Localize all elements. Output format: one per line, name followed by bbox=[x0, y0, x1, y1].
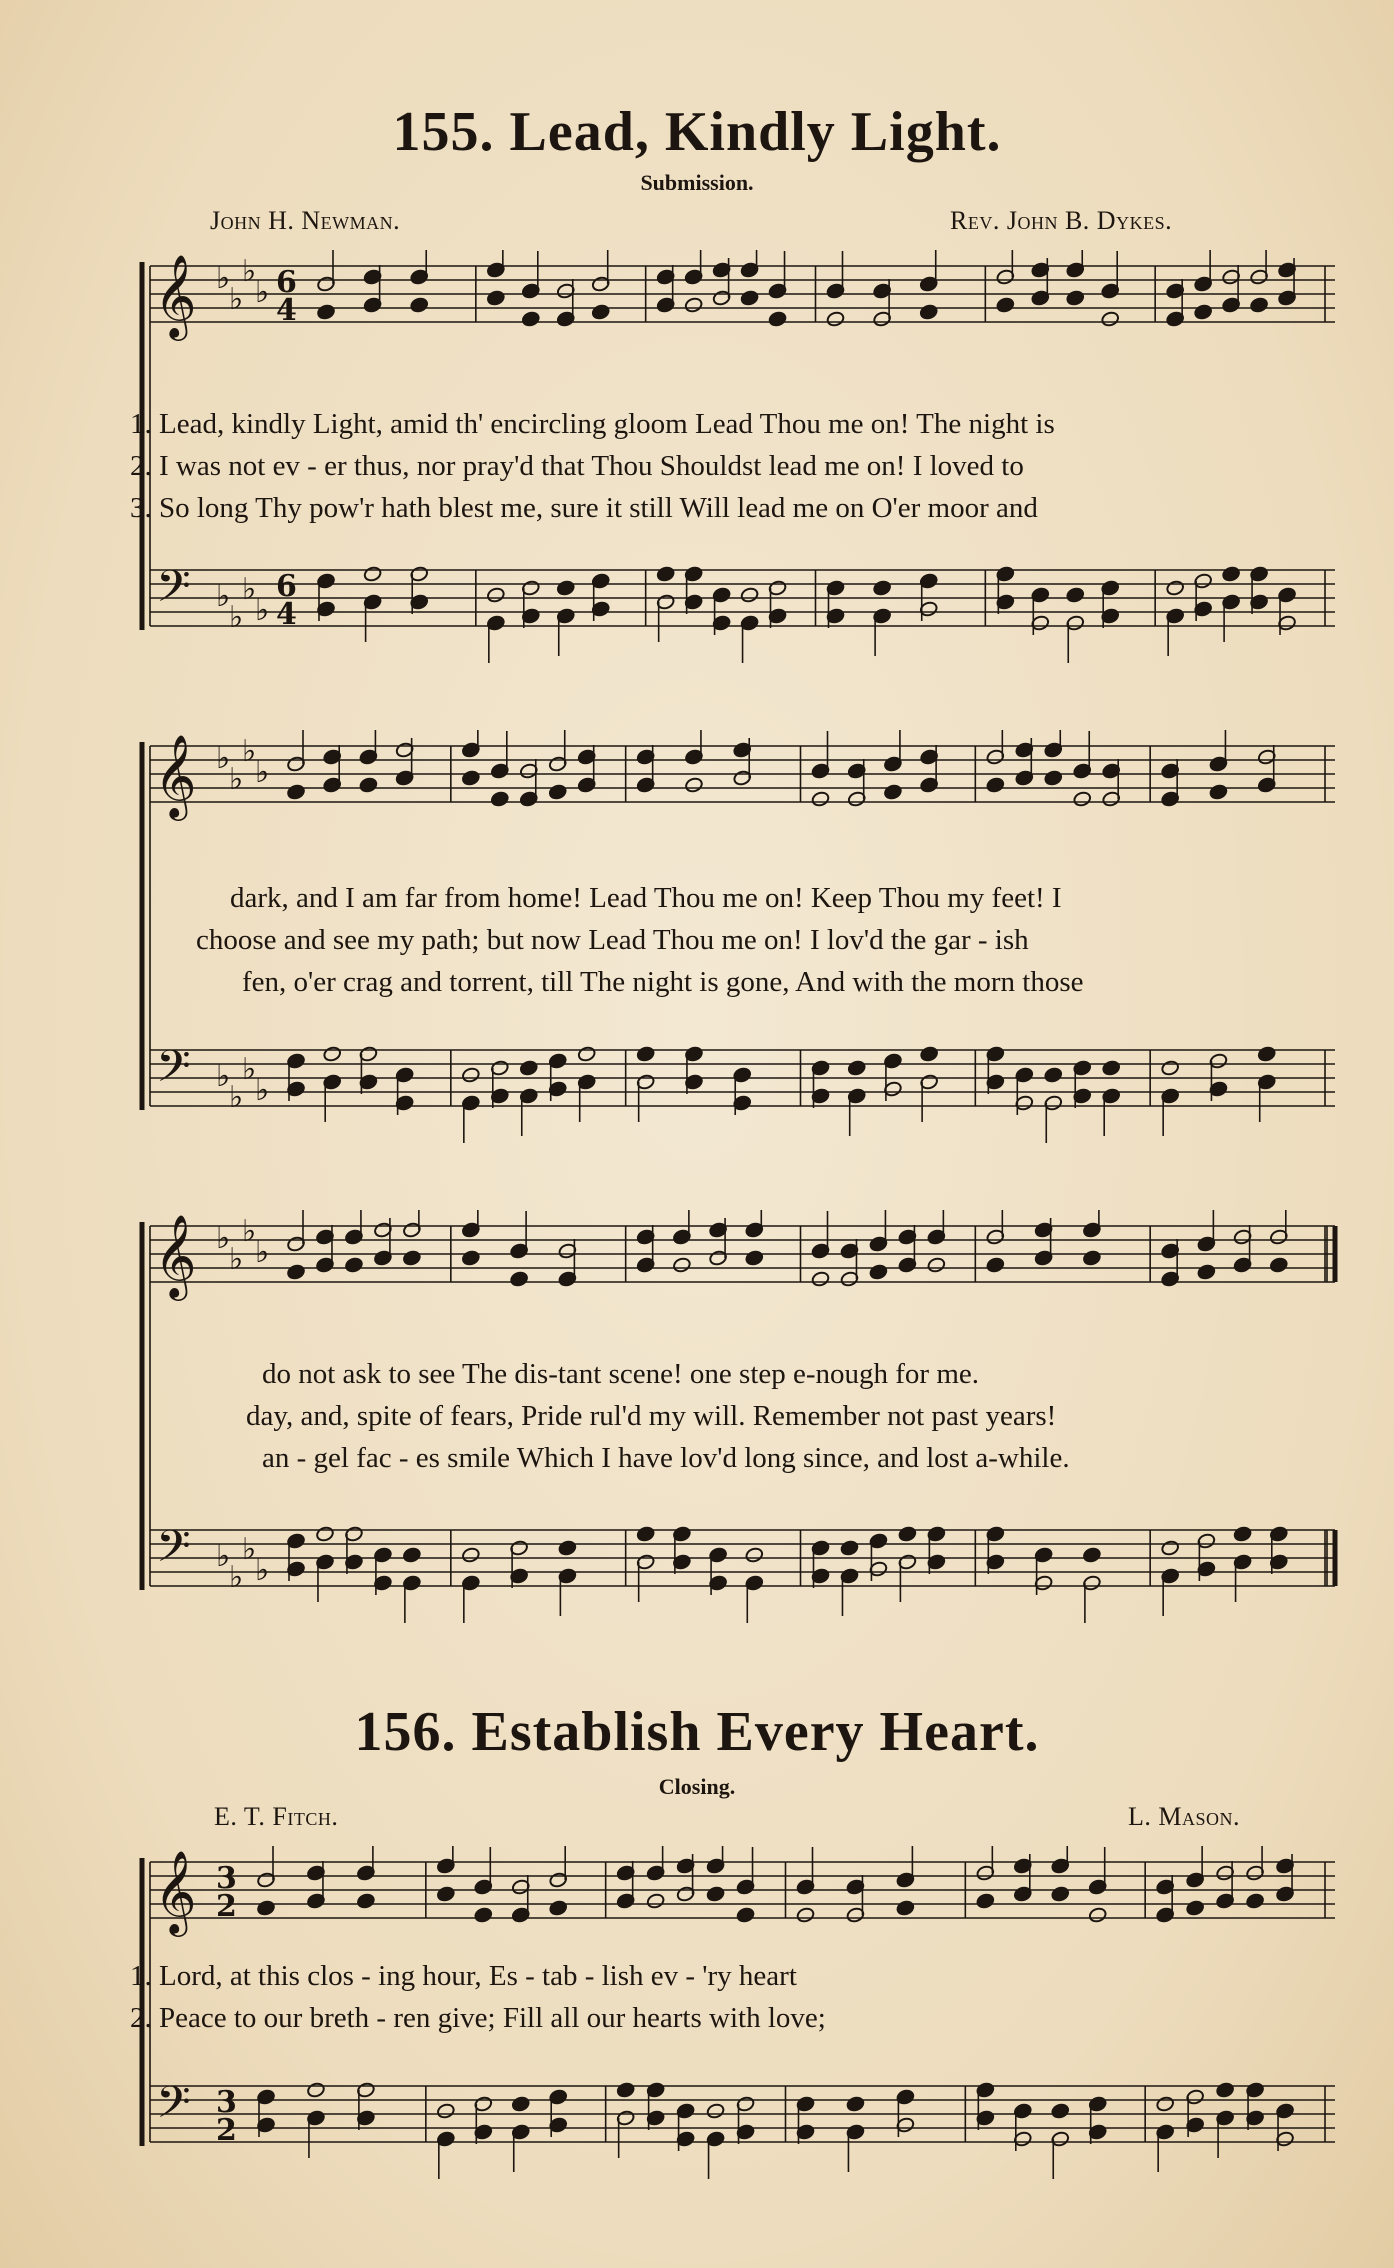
flat-icon: ♭ bbox=[255, 1553, 270, 1588]
hymn-155-lyricist: John H. Newman. bbox=[210, 206, 401, 235]
flat-icon: ♭ bbox=[255, 593, 270, 628]
note-head bbox=[286, 784, 305, 801]
note-head bbox=[811, 791, 830, 808]
note-head bbox=[927, 1257, 946, 1274]
hymn-155-title: 155. Lead, Kindly Light. bbox=[392, 101, 1002, 163]
lyric-verse-1: 1. Lead, kindly Light, amid th' encircling gloom Lead Thou me on! The night is bbox=[130, 408, 1055, 440]
note-head bbox=[1245, 1893, 1264, 1910]
time-signature: 2 bbox=[216, 2113, 237, 2148]
note-head bbox=[740, 290, 759, 307]
note-head bbox=[402, 1547, 421, 1564]
flat-icon: ♭ bbox=[229, 600, 244, 635]
note-head bbox=[1257, 1046, 1276, 1063]
time-signature: 4 bbox=[276, 293, 297, 328]
note-head bbox=[1233, 1526, 1252, 1543]
flat-icon: ♭ bbox=[216, 1221, 231, 1256]
note-head bbox=[684, 297, 703, 314]
note-head bbox=[1082, 1250, 1101, 1267]
flat-icon: ♭ bbox=[242, 254, 257, 289]
note-head bbox=[736, 1907, 755, 1924]
note-head bbox=[869, 1264, 888, 1281]
note-head bbox=[1051, 2103, 1070, 2120]
flat-icon: ♭ bbox=[229, 762, 244, 797]
note-head bbox=[474, 1907, 493, 1924]
note-head bbox=[672, 1257, 691, 1274]
note-head bbox=[315, 1526, 334, 1543]
note-head bbox=[558, 1540, 577, 1557]
treble-clef-icon: 𝄞 bbox=[154, 733, 197, 817]
time-signature: 6 bbox=[276, 265, 297, 300]
note-head bbox=[873, 580, 892, 597]
lyric-verse-1: do not ask to see The dis-tant scene! one step e-nough for me. bbox=[262, 1358, 980, 1390]
flat-icon: ♭ bbox=[255, 275, 270, 310]
note-head bbox=[577, 1046, 596, 1063]
flat-icon: ♭ bbox=[229, 282, 244, 317]
lyric-verse-3: fen, o'er crag and torrent, till The night is gone, And with the morn those bbox=[242, 966, 1084, 998]
note-head bbox=[286, 1264, 305, 1281]
treble-clef-icon: 𝄞 bbox=[154, 1213, 197, 1297]
note-head bbox=[1044, 1067, 1063, 1084]
note-head bbox=[402, 1250, 421, 1267]
note-head bbox=[548, 784, 567, 801]
note-head bbox=[986, 777, 1005, 794]
note-head bbox=[306, 2082, 325, 2099]
lyric-verse-2: day, and, spite of fears, Pride rul'd my will. Remember not past years! bbox=[246, 1400, 1057, 1432]
note-head bbox=[1216, 2082, 1235, 2099]
flat-icon: ♭ bbox=[216, 1059, 231, 1094]
note-head bbox=[436, 1886, 455, 1903]
flat-icon: ♭ bbox=[216, 1539, 231, 1574]
flat-icon: ♭ bbox=[229, 1242, 244, 1277]
flat-icon: ♭ bbox=[242, 734, 257, 769]
hymn-155-subtitle: Submission. bbox=[640, 170, 754, 195]
note-head bbox=[976, 1893, 995, 1910]
lyric-verse-1: dark, and I am far from home! Lead Thou me on! Keep Thou my feet! I bbox=[230, 882, 1062, 914]
note-head bbox=[898, 1526, 917, 1543]
note-head bbox=[847, 1060, 866, 1077]
note-head bbox=[511, 2096, 530, 2113]
lyric-verse-3: 3. So long Thy pow'r hath blest me, sure it still Will lead me on O'er moor and bbox=[130, 492, 1038, 524]
note-head bbox=[359, 777, 378, 794]
note-head bbox=[549, 1900, 568, 1917]
hymn-156-system-1 bbox=[130, 1846, 1350, 2186]
note-head bbox=[1186, 1900, 1205, 1917]
bass-clef-icon: 𝄢 bbox=[156, 1040, 191, 1103]
lyric-verse-1: 1. Lord, at this clos - ing hour, Es - tab - lish ev - 'ry heart bbox=[130, 1960, 797, 1992]
note-head bbox=[1101, 311, 1120, 328]
time-signature: 4 bbox=[276, 597, 297, 632]
note-head bbox=[1197, 1264, 1216, 1281]
time-signature: 2 bbox=[216, 1889, 237, 1924]
note-head bbox=[646, 1893, 665, 1910]
note-head bbox=[1156, 2096, 1175, 2113]
hymn-155-system-2 bbox=[130, 730, 1350, 1150]
note-head bbox=[706, 2103, 725, 2120]
flat-icon: ♭ bbox=[229, 1560, 244, 1595]
note-head bbox=[986, 1257, 1005, 1274]
note-head bbox=[1161, 1060, 1180, 1077]
note-head bbox=[811, 1271, 830, 1288]
note-head bbox=[461, 1067, 480, 1084]
note-head bbox=[1269, 1257, 1288, 1274]
note-head bbox=[1073, 791, 1092, 808]
time-signature: 6 bbox=[276, 569, 297, 604]
note-head bbox=[636, 1526, 655, 1543]
treble-clef-icon: 𝄞 bbox=[154, 1849, 197, 1933]
note-head bbox=[1082, 1547, 1101, 1564]
flat-icon: ♭ bbox=[216, 261, 231, 296]
note-head bbox=[1161, 1540, 1180, 1557]
note-head bbox=[896, 1900, 915, 1917]
note-head bbox=[410, 297, 429, 314]
bass-clef-icon: 𝄢 bbox=[156, 560, 191, 623]
note-head bbox=[521, 311, 540, 328]
note-head bbox=[768, 311, 787, 328]
bass-clef-icon: 𝄢 bbox=[156, 2076, 191, 2139]
hymn-156-title: 156. Establish Every Heart. bbox=[354, 1701, 1040, 1763]
note-head bbox=[556, 580, 575, 597]
flat-icon: ♭ bbox=[255, 1073, 270, 1108]
note-head bbox=[919, 304, 938, 321]
note-head bbox=[1249, 297, 1268, 314]
note-head bbox=[486, 587, 505, 604]
note-head bbox=[519, 1060, 538, 1077]
note-head bbox=[1088, 1907, 1107, 1924]
note-head bbox=[510, 1271, 529, 1288]
note-head bbox=[826, 311, 845, 328]
note-head bbox=[490, 791, 509, 808]
note-head bbox=[486, 290, 505, 307]
flat-icon: ♭ bbox=[216, 579, 231, 614]
lyric-verse-2: choose and see my path; but now Lead Thou me on! I lov'd the gar - ish bbox=[196, 924, 1029, 956]
note-head bbox=[996, 297, 1015, 314]
hymn-155-system-1 bbox=[130, 250, 1350, 670]
bass-clef-icon: 𝄢 bbox=[156, 1520, 191, 1583]
note-head bbox=[1066, 587, 1085, 604]
note-head bbox=[436, 2103, 455, 2120]
note-head bbox=[1044, 770, 1063, 787]
note-head bbox=[591, 304, 610, 321]
note-head bbox=[1051, 1886, 1070, 1903]
time-signature: 3 bbox=[216, 2085, 237, 2120]
note-head bbox=[1222, 566, 1241, 583]
flat-icon: ♭ bbox=[255, 1235, 270, 1270]
note-head bbox=[461, 770, 480, 787]
note-head bbox=[356, 1893, 375, 1910]
hymn-156-composer: L. Mason. bbox=[1128, 1802, 1241, 1831]
treble-clef-icon: 𝄞 bbox=[154, 253, 197, 337]
note-head bbox=[796, 1907, 815, 1924]
flat-icon: ♭ bbox=[242, 1214, 257, 1249]
note-head bbox=[745, 1547, 764, 1564]
flat-icon: ♭ bbox=[216, 741, 231, 776]
flat-icon: ♭ bbox=[242, 1532, 257, 1567]
note-head bbox=[616, 2082, 635, 2099]
note-head bbox=[684, 777, 703, 794]
note-head bbox=[344, 1257, 363, 1274]
hymn-156-subtitle: Closing. bbox=[658, 1774, 736, 1799]
note-head bbox=[706, 1886, 725, 1903]
note-head bbox=[461, 1547, 480, 1564]
note-head bbox=[316, 304, 335, 321]
note-head bbox=[461, 1250, 480, 1267]
lyric-verse-2: 2. Peace to our breth - ren give; Fill all our hearts with love; bbox=[130, 2002, 826, 2034]
note-head bbox=[636, 1046, 655, 1063]
note-head bbox=[1102, 1060, 1121, 1077]
note-head bbox=[656, 566, 675, 583]
note-head bbox=[846, 2096, 865, 2113]
note-head bbox=[745, 1250, 764, 1267]
note-head bbox=[840, 1540, 859, 1557]
flat-icon: ♭ bbox=[242, 1052, 257, 1087]
time-signature: 3 bbox=[216, 1861, 237, 1896]
hymn-156-lyricist: E. T. Fitch. bbox=[214, 1802, 339, 1831]
note-head bbox=[323, 1046, 342, 1063]
note-head bbox=[883, 784, 902, 801]
note-head bbox=[1066, 290, 1085, 307]
note-head bbox=[740, 587, 759, 604]
lyric-verse-2: 2. I was not ev - er thus, nor pray'd that Thou Shouldst lead me on! I loved to bbox=[130, 450, 1024, 482]
note-head bbox=[1194, 304, 1213, 321]
note-head bbox=[363, 566, 382, 583]
flat-icon: ♭ bbox=[242, 572, 257, 607]
lyric-verse-3: an - gel fac - es smile Which I have lov'd long since, and lost a-while. bbox=[262, 1442, 1070, 1474]
hymn-155-system-3 bbox=[130, 1210, 1350, 1630]
note-head bbox=[256, 1900, 275, 1917]
hymn-155-composer: Rev. John B. Dykes. bbox=[950, 206, 1173, 235]
note-head bbox=[1166, 580, 1185, 597]
note-head bbox=[920, 1046, 939, 1063]
note-head bbox=[1209, 784, 1228, 801]
flat-icon: ♭ bbox=[229, 1080, 244, 1115]
flat-icon: ♭ bbox=[255, 755, 270, 790]
